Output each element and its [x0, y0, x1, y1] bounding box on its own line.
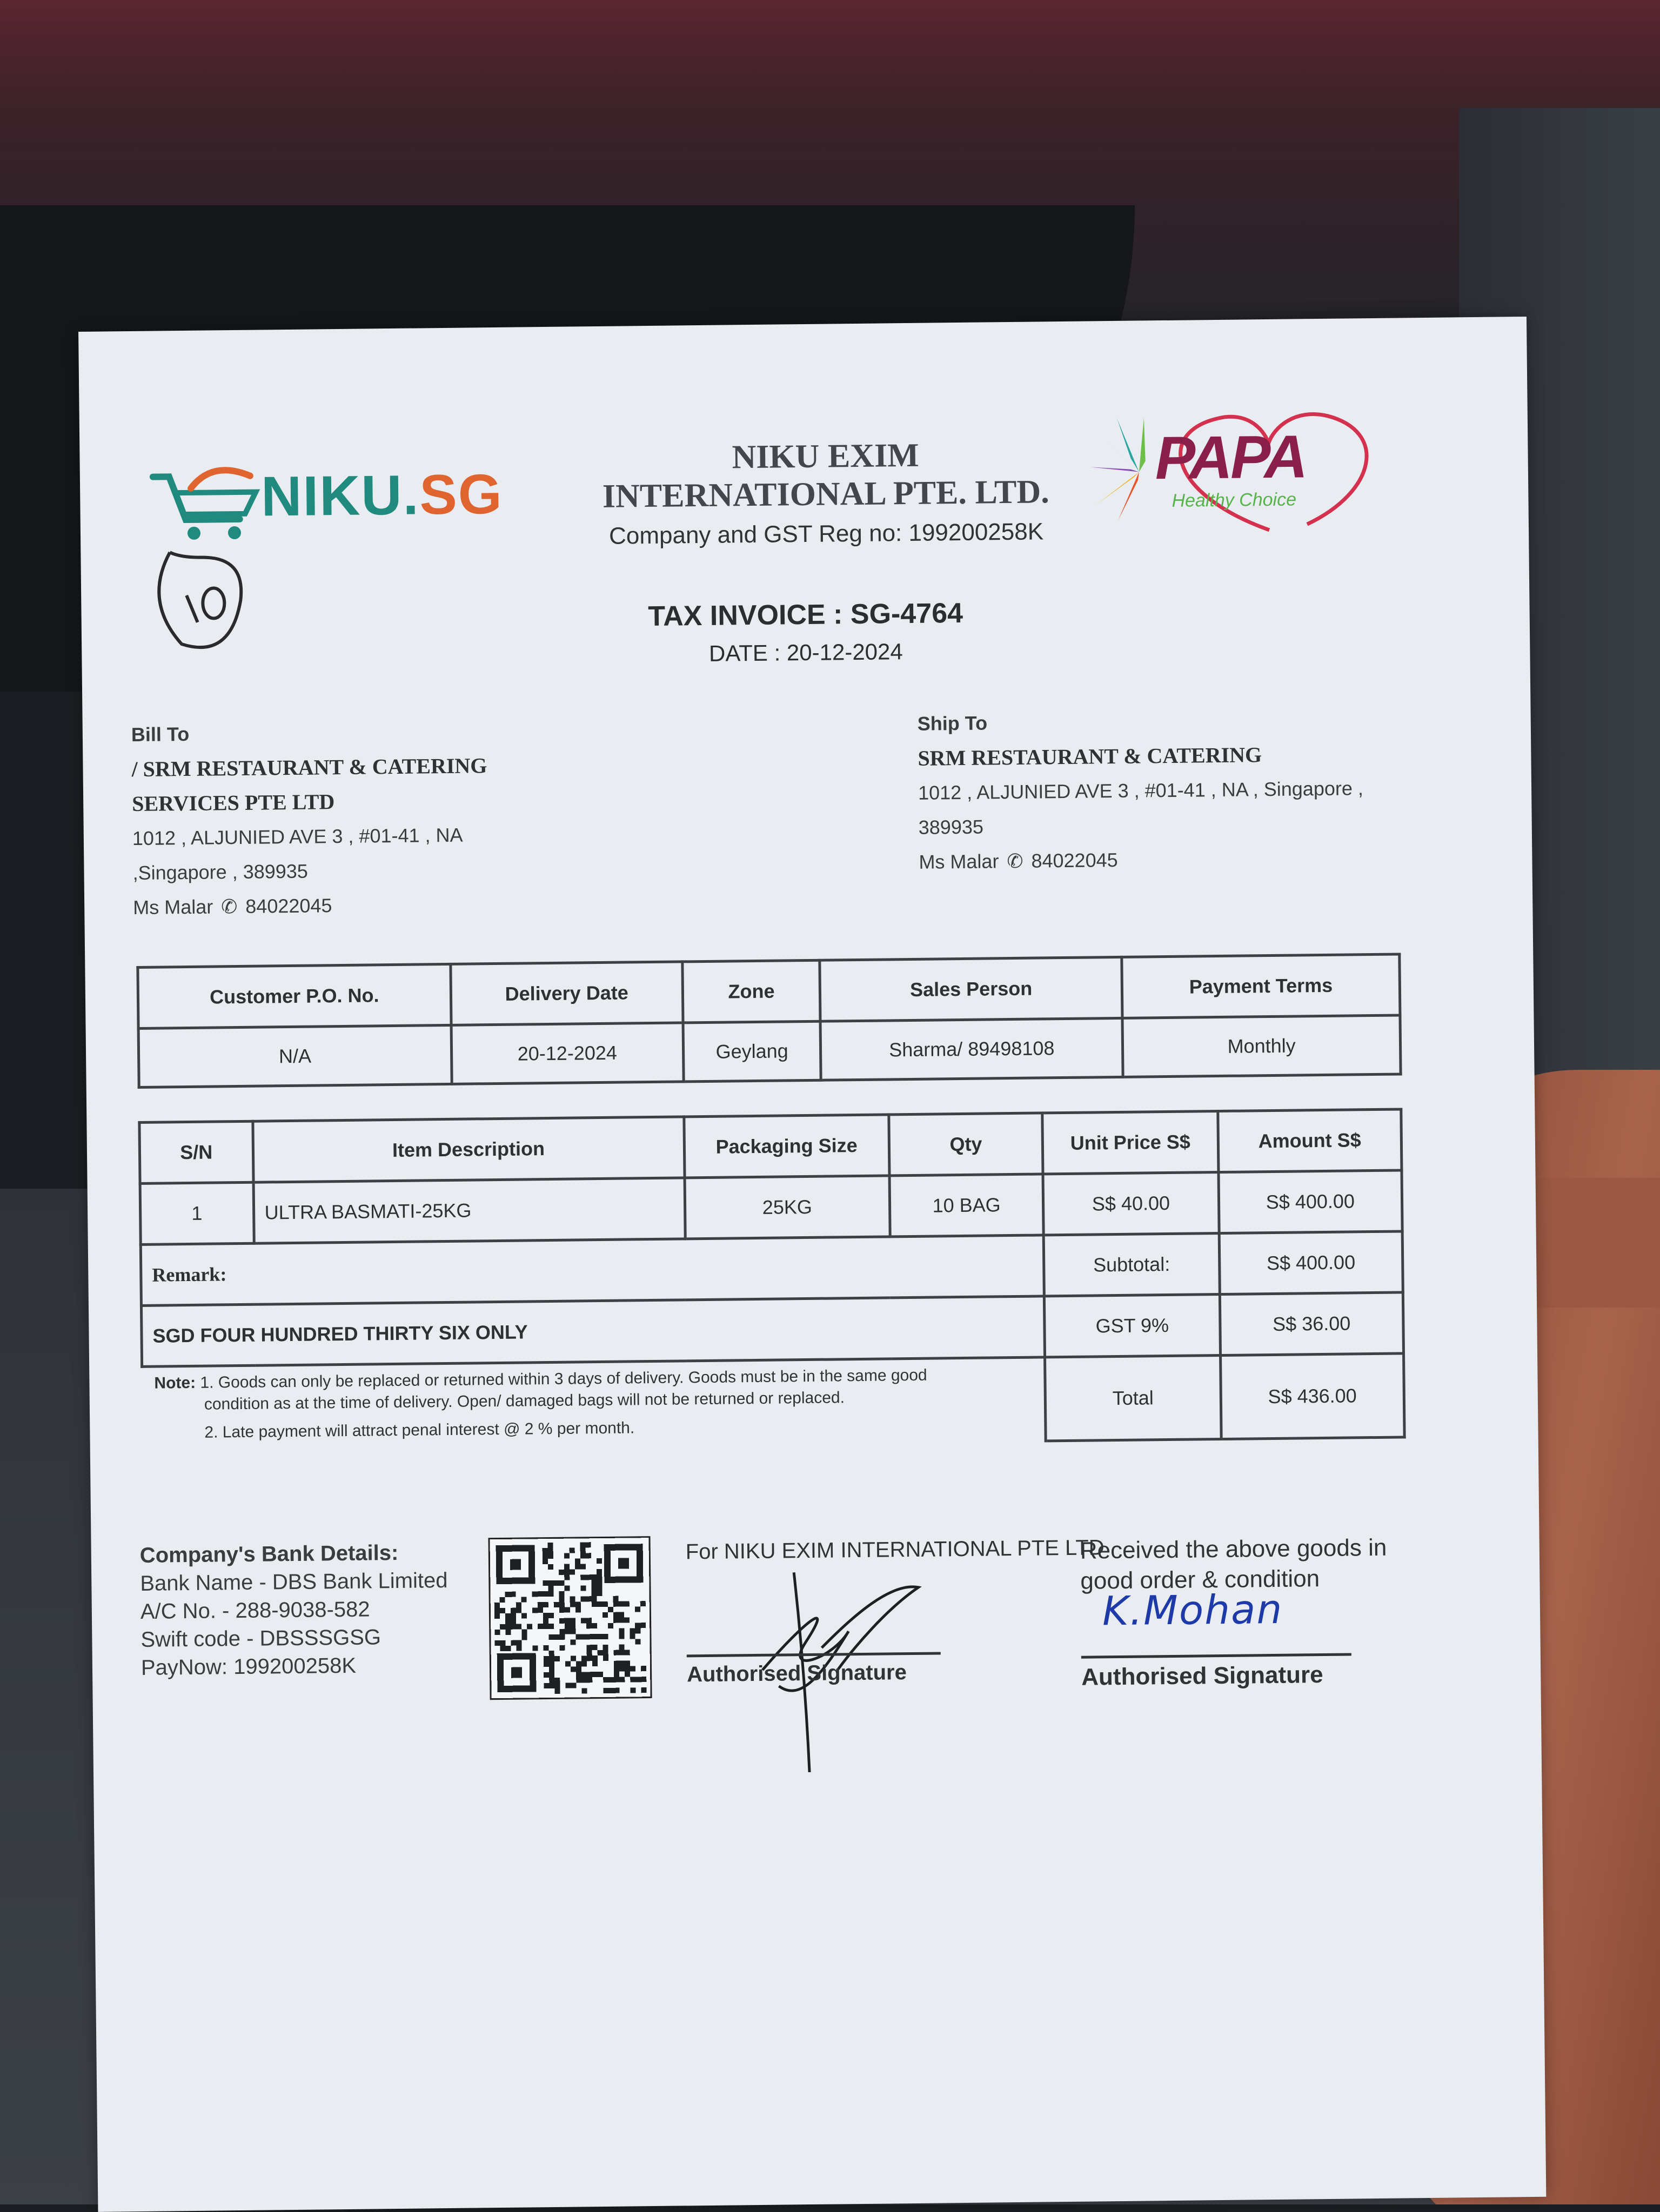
items-header-sn: S/N	[139, 1121, 253, 1183]
company-reg-number: Company and GST Reg no: 199200258K	[608, 518, 1044, 549]
items-header-description: Item Description	[252, 1117, 684, 1182]
meta-header-sales-person: Sales Person	[820, 957, 1122, 1021]
ship-to-label: Ship To	[917, 712, 988, 735]
ship-to-name: SRM RESTAURANT & CATERING	[918, 742, 1262, 770]
for-company-label: For NIKU EXIM INTERNATIONAL PTE LTD	[685, 1536, 1105, 1564]
remark-label: Remark:	[140, 1235, 1044, 1305]
gst-value: S$ 36.00	[1220, 1292, 1404, 1356]
meta-header-delivery-date: Delivery Date	[451, 962, 683, 1025]
gst-label: GST 9%	[1045, 1295, 1221, 1357]
received-line2: good order & condition	[1080, 1565, 1320, 1594]
total-label: Total	[1045, 1356, 1221, 1441]
items-header-qty: Qty	[889, 1113, 1043, 1176]
bank-name: Bank Name - DBS Bank Limited	[140, 1568, 448, 1596]
ship-to-contact: Ms Malar	[919, 850, 999, 873]
items-header-packaging: Packaging Size	[684, 1115, 889, 1178]
receiver-signature-label: Authorised Signature	[1081, 1661, 1323, 1691]
total-value: S$ 436.00	[1220, 1353, 1404, 1439]
niku-brand-main: NIKU.	[260, 464, 420, 528]
bank-heading: Company's Bank Details:	[139, 1540, 399, 1567]
subtotal-label: Subtotal:	[1043, 1234, 1220, 1296]
bill-to-name-line2: SERVICES PTE LTD	[131, 789, 335, 816]
receiver-signature-name: K.Mohan	[1102, 1586, 1283, 1635]
bill-to-phone: 84022045	[245, 894, 332, 917]
papa-brand-text: PAPA	[1154, 423, 1306, 492]
bank-paynow: PayNow: 199200258K	[140, 1653, 357, 1680]
item-qty: 10 BAG	[889, 1174, 1043, 1237]
bill-to-address-line2: ,Singapore , 389935	[132, 860, 309, 884]
meta-value-payment-terms: Monthly	[1122, 1015, 1401, 1077]
bill-to-block	[131, 713, 620, 925]
items-header-unit-price: Unit Price S$	[1042, 1111, 1219, 1174]
note-line1: 1. Goods can only be replaced or returned within 3 days of delivery. Goods must be in the same good	[200, 1366, 927, 1392]
subtotal-value: S$ 400.00	[1219, 1231, 1403, 1295]
niku-brand-text	[261, 462, 504, 529]
phone-icon: ✆	[220, 895, 238, 918]
meta-value-po: N/A	[138, 1025, 452, 1087]
bank-swift: Swift code - DBSSSGSG	[140, 1625, 381, 1652]
notes-block	[154, 1364, 1019, 1444]
item-description: ULTRA BASMATI-25KG	[253, 1178, 685, 1243]
meta-header-zone: Zone	[682, 960, 821, 1023]
note-line1b: condition as at the time of delivery. Open/ damaged bags will not be returned or replaced.	[204, 1389, 845, 1413]
meta-value-zone: Geylang	[683, 1021, 821, 1082]
receiver-signature-line	[1081, 1653, 1351, 1658]
phone-icon: ✆	[1007, 849, 1023, 873]
meta-header-po: Customer P.O. No.	[138, 964, 451, 1028]
item-sn: 1	[140, 1182, 254, 1244]
ship-to-block	[917, 701, 1459, 879]
bill-to-contact: Ms Malar	[133, 895, 213, 919]
bill-to-name-line1: / SRM RESTAURANT & CATERING	[131, 753, 487, 782]
invoice-number: TAX INVOICE : SG-4764	[647, 597, 963, 633]
company-name-line2: INTERNATIONAL PTE. LTD.	[602, 473, 1050, 515]
received-line1: Received the above goods in	[1080, 1534, 1387, 1564]
items-header-amount: Amount S$	[1217, 1109, 1402, 1172]
meta-value-sales-person: Sharma/ 89498108	[820, 1018, 1123, 1080]
bank-account: A/C No. - 288-9038-582	[140, 1597, 370, 1624]
ship-to-contact-row	[919, 839, 1460, 879]
meta-header-payment-terms: Payment Terms	[1122, 954, 1400, 1018]
ship-to-address-line2: 389935	[918, 815, 984, 839]
item-packaging: 25KG	[685, 1176, 891, 1239]
order-meta-table	[136, 953, 1402, 1088]
amount-in-words: SGD FOUR HUNDRED THIRTY SIX ONLY	[141, 1296, 1045, 1366]
item-unit-price: S$ 40.00	[1043, 1172, 1219, 1235]
invoice-date: DATE : 20-12-2024	[708, 639, 903, 666]
bill-to-label: Bill To	[131, 722, 190, 746]
order-meta-value-row	[138, 1015, 1401, 1087]
papa-tagline: Healthy Choice	[1172, 489, 1297, 511]
bill-to-contact-row	[133, 886, 620, 925]
bank-details	[140, 1538, 520, 1682]
ship-to-phone: 84022045	[1031, 848, 1118, 872]
invoice-paper	[78, 317, 1546, 2212]
meta-value-delivery-date: 20-12-2024	[451, 1023, 684, 1084]
papa-logo	[1084, 394, 1388, 548]
company-header	[506, 434, 1145, 551]
ship-to-address-line1: 1012 , ALJUNIED AVE 3 , #01-41 , NA , Singapore ,	[918, 777, 1364, 804]
paynow-qr-code	[488, 1536, 652, 1700]
notes-label: Note:	[154, 1373, 196, 1392]
company-name-line1: NIKU EXIM	[732, 437, 920, 476]
bill-to-address-line1: 1012 , ALJUNIED AVE 3 , #01-41 , NA	[132, 823, 463, 850]
item-amount: S$ 400.00	[1219, 1170, 1403, 1234]
company-signature-label: Authorised Signature	[686, 1660, 907, 1687]
note-line2: 2. Late payment will attract penal interest @ 2 % per month.	[204, 1419, 635, 1442]
niku-brand-suffix: SG	[419, 462, 504, 527]
